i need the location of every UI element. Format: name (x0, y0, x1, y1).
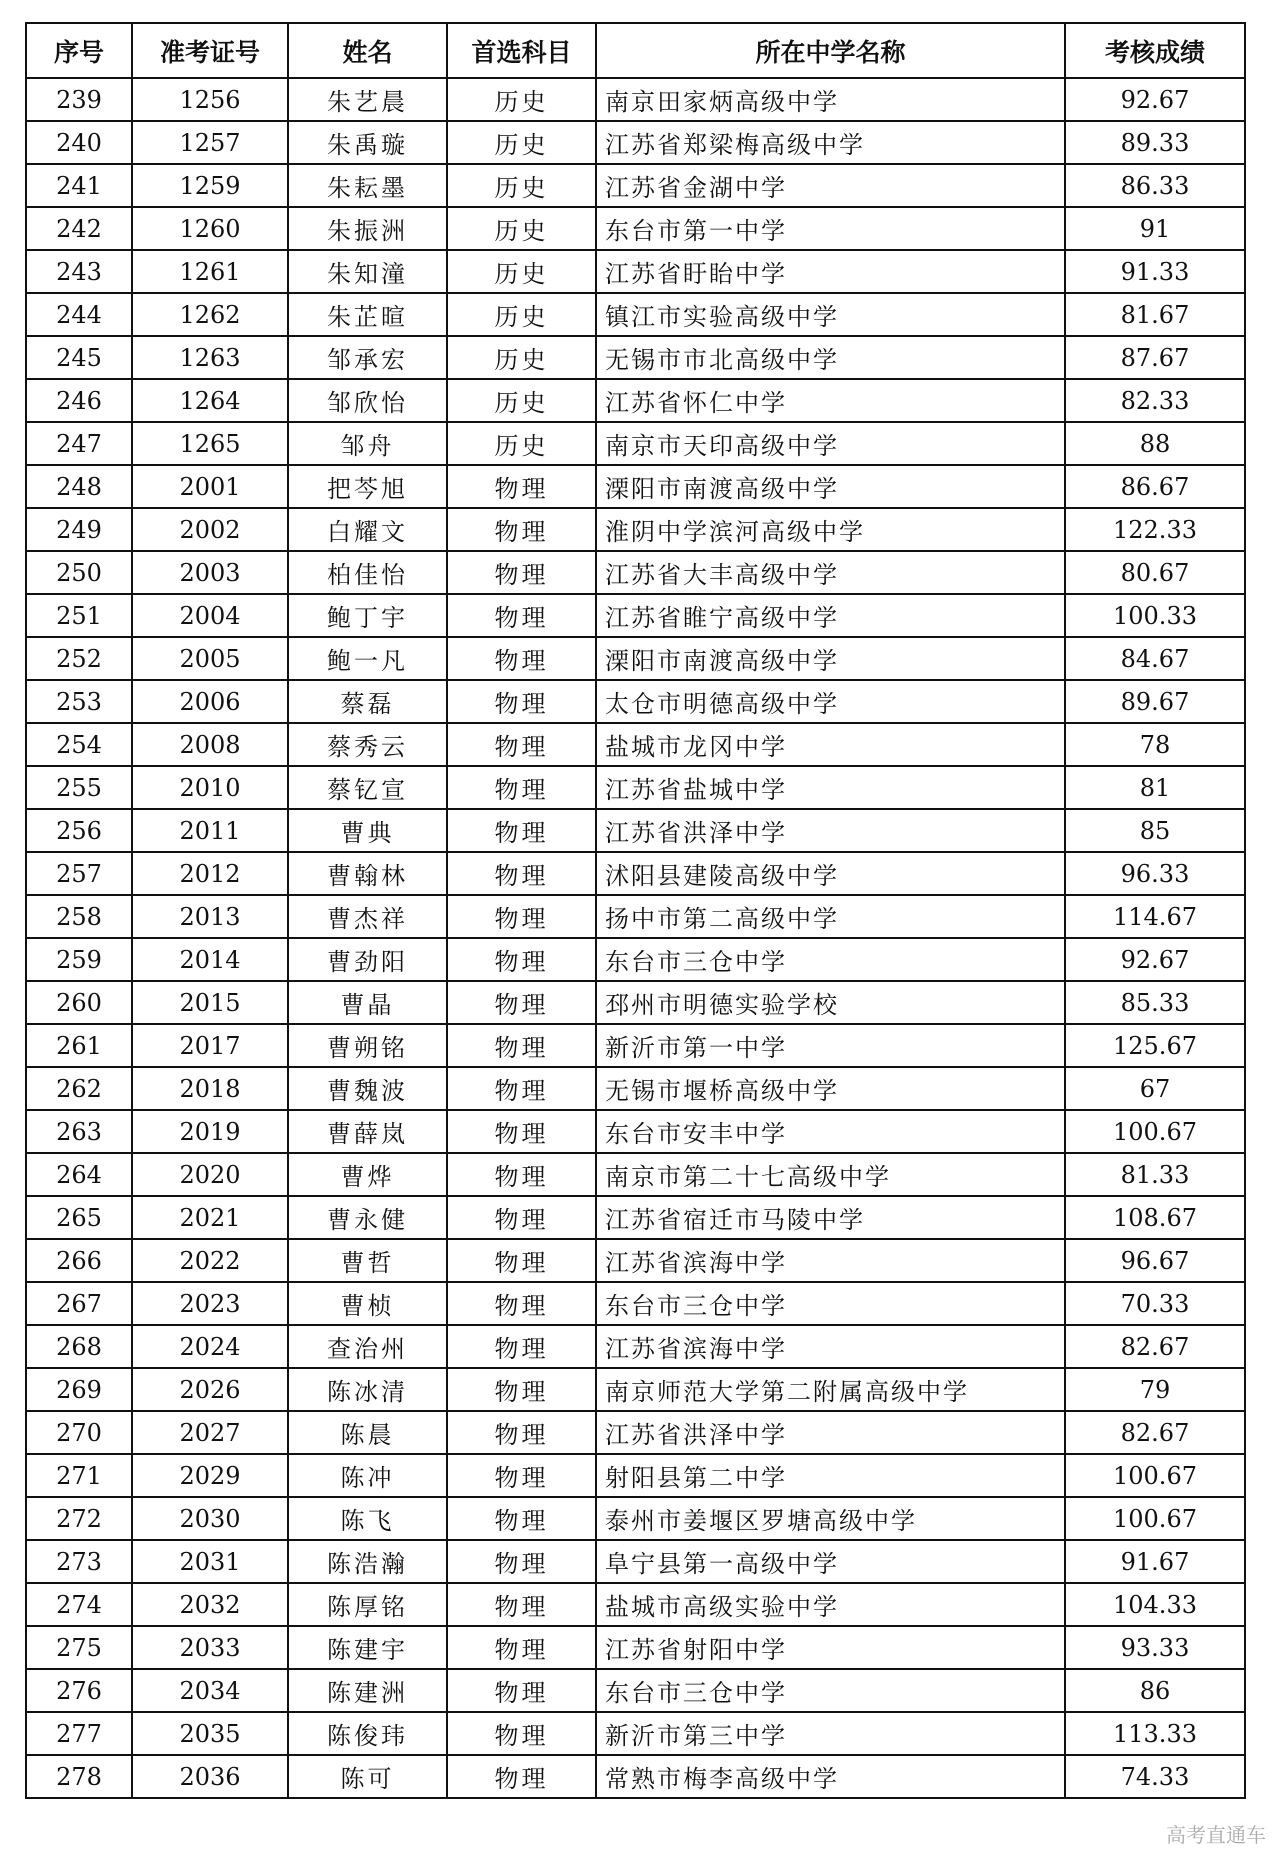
cell-score: 67 (1065, 1067, 1245, 1110)
table-row (26, 680, 1245, 723)
cell-score: 93.33 (1065, 1626, 1245, 1669)
cell-score: 96.67 (1065, 1239, 1245, 1282)
cell-school: 江苏省滨海中学 (596, 1239, 1065, 1282)
cell-exam-id: 2027 (132, 1411, 288, 1454)
cell-exam-id: 2032 (132, 1583, 288, 1626)
cell-subj: 物理 (447, 1067, 596, 1110)
cell-score: 80.67 (1065, 551, 1245, 594)
cell-exam-id: 2029 (132, 1454, 288, 1497)
cell-subj: 物理 (447, 938, 596, 981)
cell-score: 100.33 (1065, 594, 1245, 637)
cell-exam-id: 1257 (132, 121, 288, 164)
cell-school: 江苏省大丰高级中学 (596, 551, 1065, 594)
cell-name: 曹杰祥 (288, 895, 447, 938)
cell-name: 陈建宇 (288, 1626, 447, 1669)
cell-index: 256 (26, 809, 132, 852)
cell-name: 曹永健 (288, 1196, 447, 1239)
table-row (26, 121, 1245, 164)
cell-index: 239 (26, 78, 132, 121)
table-row (26, 1712, 1245, 1755)
table-row (26, 336, 1245, 379)
cell-exam-id: 2022 (132, 1239, 288, 1282)
cell-exam-id: 2017 (132, 1024, 288, 1067)
cell-subj: 物理 (447, 1712, 596, 1755)
cell-exam-id: 2008 (132, 723, 288, 766)
cell-school: 江苏省郑梁梅高级中学 (596, 121, 1065, 164)
cell-school: 江苏省盱眙中学 (596, 250, 1065, 293)
cell-subj: 物理 (447, 465, 596, 508)
cell-subj: 物理 (447, 1196, 596, 1239)
cell-score: 85 (1065, 809, 1245, 852)
cell-name: 柏佳怡 (288, 551, 447, 594)
table-row (26, 1325, 1245, 1368)
table-row (26, 766, 1245, 809)
cell-score: 89.67 (1065, 680, 1245, 723)
cell-name: 曹翰林 (288, 852, 447, 895)
cell-score: 100.67 (1065, 1497, 1245, 1540)
cell-index: 258 (26, 895, 132, 938)
cell-name: 陈俊玮 (288, 1712, 447, 1755)
cell-school: 江苏省盐城中学 (596, 766, 1065, 809)
cell-exam-id: 2035 (132, 1712, 288, 1755)
table-row (26, 895, 1245, 938)
cell-exam-id: 2019 (132, 1110, 288, 1153)
cell-name: 朱芷暄 (288, 293, 447, 336)
cell-name: 鲍一凡 (288, 637, 447, 680)
cell-index: 273 (26, 1540, 132, 1583)
cell-subj: 历史 (447, 121, 596, 164)
cell-name: 朱艺晨 (288, 78, 447, 121)
cell-exam-id: 2006 (132, 680, 288, 723)
header-index: 序号 (26, 23, 132, 78)
table-row (26, 1067, 1245, 1110)
cell-school: 新沂市第一中学 (596, 1024, 1065, 1067)
cell-subj: 物理 (447, 1110, 596, 1153)
cell-name: 曹薛岚 (288, 1110, 447, 1153)
cell-subj: 历史 (447, 422, 596, 465)
cell-name: 邹舟 (288, 422, 447, 465)
cell-score: 82.67 (1065, 1325, 1245, 1368)
table-row (26, 379, 1245, 422)
cell-name: 查治州 (288, 1325, 447, 1368)
cell-subj: 物理 (447, 1325, 596, 1368)
cell-score: 81.33 (1065, 1153, 1245, 1196)
cell-school: 盐城市高级实验中学 (596, 1583, 1065, 1626)
cell-school: 淮阴中学滨河高级中学 (596, 508, 1065, 551)
table-row (26, 1755, 1245, 1798)
cell-subj: 物理 (447, 852, 596, 895)
cell-score: 114.67 (1065, 895, 1245, 938)
cell-school: 无锡市市北高级中学 (596, 336, 1065, 379)
cell-school: 东台市三仓中学 (596, 1669, 1065, 1712)
cell-score: 91 (1065, 207, 1245, 250)
cell-school: 南京市天印高级中学 (596, 422, 1065, 465)
cell-exam-id: 1262 (132, 293, 288, 336)
cell-exam-id: 2010 (132, 766, 288, 809)
cell-index: 262 (26, 1067, 132, 1110)
header-subject: 首选科目 (447, 23, 596, 78)
cell-subj: 物理 (447, 1024, 596, 1067)
cell-exam-id: 2030 (132, 1497, 288, 1540)
table-row (26, 293, 1245, 336)
cell-school: 江苏省怀仁中学 (596, 379, 1065, 422)
table-row (26, 1497, 1245, 1540)
cell-subj: 物理 (447, 1454, 596, 1497)
cell-name: 蔡秀云 (288, 723, 447, 766)
cell-subj: 历史 (447, 78, 596, 121)
cell-score: 100.67 (1065, 1110, 1245, 1153)
cell-school: 东台市安丰中学 (596, 1110, 1065, 1153)
table-row (26, 551, 1245, 594)
cell-exam-id: 2013 (132, 895, 288, 938)
table-row (26, 1411, 1245, 1454)
cell-name: 蔡钇宣 (288, 766, 447, 809)
cell-index: 269 (26, 1368, 132, 1411)
cell-school: 射阳县第二中学 (596, 1454, 1065, 1497)
cell-index: 266 (26, 1239, 132, 1282)
cell-index: 260 (26, 981, 132, 1024)
cell-exam-id: 2033 (132, 1626, 288, 1669)
table-row (26, 1110, 1245, 1153)
cell-score: 86 (1065, 1669, 1245, 1712)
cell-subj: 物理 (447, 1497, 596, 1540)
cell-index: 278 (26, 1755, 132, 1798)
cell-name: 陈冰清 (288, 1368, 447, 1411)
cell-school: 泰州市姜堰区罗塘高级中学 (596, 1497, 1065, 1540)
cell-score: 122.33 (1065, 508, 1245, 551)
header-row (26, 23, 1245, 78)
cell-score: 89.33 (1065, 121, 1245, 164)
table-row (26, 1626, 1245, 1669)
cell-subj: 物理 (447, 981, 596, 1024)
cell-score: 91.33 (1065, 250, 1245, 293)
cell-index: 263 (26, 1110, 132, 1153)
cell-index: 252 (26, 637, 132, 680)
cell-index: 248 (26, 465, 132, 508)
cell-subj: 历史 (447, 379, 596, 422)
cell-exam-id: 2024 (132, 1325, 288, 1368)
cell-index: 268 (26, 1325, 132, 1368)
cell-school: 盐城市龙冈中学 (596, 723, 1065, 766)
cell-subj: 物理 (447, 1583, 596, 1626)
cell-name: 白耀文 (288, 508, 447, 551)
cell-name: 曹晶 (288, 981, 447, 1024)
cell-index: 243 (26, 250, 132, 293)
cell-subj: 历史 (447, 250, 596, 293)
cell-index: 255 (26, 766, 132, 809)
table-row (26, 723, 1245, 766)
table-row (26, 809, 1245, 852)
cell-subj: 物理 (447, 508, 596, 551)
cell-exam-id: 2001 (132, 465, 288, 508)
table-row (26, 164, 1245, 207)
cell-name: 邹欣怡 (288, 379, 447, 422)
cell-score: 79 (1065, 1368, 1245, 1411)
cell-score: 113.33 (1065, 1712, 1245, 1755)
cell-name: 蔡磊 (288, 680, 447, 723)
cell-school: 扬中市第二高级中学 (596, 895, 1065, 938)
cell-exam-id: 2012 (132, 852, 288, 895)
cell-school: 沭阳县建陵高级中学 (596, 852, 1065, 895)
cell-score: 78 (1065, 723, 1245, 766)
cell-school: 阜宁县第一高级中学 (596, 1540, 1065, 1583)
cell-exam-id: 2015 (132, 981, 288, 1024)
table-row (26, 1454, 1245, 1497)
cell-score: 108.67 (1065, 1196, 1245, 1239)
cell-index: 270 (26, 1411, 132, 1454)
cell-name: 陈飞 (288, 1497, 447, 1540)
cell-index: 265 (26, 1196, 132, 1239)
table-row (26, 852, 1245, 895)
cell-name: 陈冲 (288, 1454, 447, 1497)
cell-index: 276 (26, 1669, 132, 1712)
cell-index: 246 (26, 379, 132, 422)
table-row (26, 637, 1245, 680)
cell-subj: 物理 (447, 637, 596, 680)
table-row (26, 465, 1245, 508)
cell-subj: 历史 (447, 207, 596, 250)
cell-school: 江苏省睢宁高级中学 (596, 594, 1065, 637)
cell-subj: 物理 (447, 551, 596, 594)
table-row (26, 1669, 1245, 1712)
cell-subj: 历史 (447, 293, 596, 336)
cell-name: 朱禹璇 (288, 121, 447, 164)
cell-school: 南京田家炳高级中学 (596, 78, 1065, 121)
cell-subj: 物理 (447, 766, 596, 809)
cell-subj: 物理 (447, 1153, 596, 1196)
header-school: 所在中学名称 (596, 23, 1065, 78)
table-row (26, 1540, 1245, 1583)
cell-score: 74.33 (1065, 1755, 1245, 1798)
cell-index: 245 (26, 336, 132, 379)
cell-index: 249 (26, 508, 132, 551)
cell-exam-id: 1264 (132, 379, 288, 422)
cell-score: 91.67 (1065, 1540, 1245, 1583)
cell-score: 85.33 (1065, 981, 1245, 1024)
cell-index: 244 (26, 293, 132, 336)
cell-exam-id: 1265 (132, 422, 288, 465)
cell-index: 250 (26, 551, 132, 594)
cell-score: 82.33 (1065, 379, 1245, 422)
cell-index: 240 (26, 121, 132, 164)
cell-school: 江苏省宿迁市马陵中学 (596, 1196, 1065, 1239)
cell-exam-id: 2036 (132, 1755, 288, 1798)
cell-subj: 物理 (447, 1626, 596, 1669)
cell-subj: 物理 (447, 1239, 596, 1282)
cell-school: 南京师范大学第二附属高级中学 (596, 1368, 1065, 1411)
cell-exam-id: 1263 (132, 336, 288, 379)
cell-exam-id: 1256 (132, 78, 288, 121)
cell-index: 242 (26, 207, 132, 250)
cell-exam-id: 2021 (132, 1196, 288, 1239)
cell-school: 溧阳市南渡高级中学 (596, 637, 1065, 680)
cell-score: 92.67 (1065, 78, 1245, 121)
cell-name: 陈浩瀚 (288, 1540, 447, 1583)
cell-score: 84.67 (1065, 637, 1245, 680)
header-exam-id: 准考证号 (132, 23, 288, 78)
cell-school: 东台市三仓中学 (596, 938, 1065, 981)
cell-score: 81.67 (1065, 293, 1245, 336)
header-score: 考核成绩 (1065, 23, 1245, 78)
cell-subj: 历史 (447, 336, 596, 379)
cell-name: 曹魏波 (288, 1067, 447, 1110)
cell-school: 江苏省洪泽中学 (596, 1411, 1065, 1454)
cell-school: 东台市三仓中学 (596, 1282, 1065, 1325)
cell-index: 247 (26, 422, 132, 465)
cell-name: 曹朔铭 (288, 1024, 447, 1067)
cell-score: 125.67 (1065, 1024, 1245, 1067)
table-row (26, 250, 1245, 293)
cell-school: 江苏省射阳中学 (596, 1626, 1065, 1669)
cell-index: 271 (26, 1454, 132, 1497)
cell-exam-id: 2014 (132, 938, 288, 981)
cell-score: 88 (1065, 422, 1245, 465)
cell-school: 东台市第一中学 (596, 207, 1065, 250)
cell-name: 朱耘墨 (288, 164, 447, 207)
cell-index: 275 (26, 1626, 132, 1669)
cell-subj: 物理 (447, 680, 596, 723)
cell-exam-id: 2023 (132, 1282, 288, 1325)
cell-school: 邳州市明德实验学校 (596, 981, 1065, 1024)
cell-index: 253 (26, 680, 132, 723)
cell-subj: 物理 (447, 723, 596, 766)
cell-name: 曹哲 (288, 1239, 447, 1282)
cell-subj: 物理 (447, 1411, 596, 1454)
cell-subj: 物理 (447, 1368, 596, 1411)
cell-school: 新沂市第三中学 (596, 1712, 1065, 1755)
table-row (26, 422, 1245, 465)
cell-name: 朱振洲 (288, 207, 447, 250)
cell-index: 251 (26, 594, 132, 637)
header-name: 姓名 (288, 23, 447, 78)
cell-score: 70.33 (1065, 1282, 1245, 1325)
cell-score: 87.67 (1065, 336, 1245, 379)
cell-score: 82.67 (1065, 1411, 1245, 1454)
cell-exam-id: 2031 (132, 1540, 288, 1583)
cell-name: 曹劲阳 (288, 938, 447, 981)
watermark: 高考直通车 (1166, 1823, 1266, 1847)
cell-exam-id: 1260 (132, 207, 288, 250)
cell-exam-id: 2002 (132, 508, 288, 551)
cell-name: 把芩旭 (288, 465, 447, 508)
cell-exam-id: 2011 (132, 809, 288, 852)
cell-exam-id: 2005 (132, 637, 288, 680)
cell-name: 鲍丁宇 (288, 594, 447, 637)
cell-subj: 历史 (447, 164, 596, 207)
score-table (25, 22, 1246, 1799)
cell-subj: 物理 (447, 1755, 596, 1798)
cell-school: 无锡市堰桥高级中学 (596, 1067, 1065, 1110)
cell-score: 96.33 (1065, 852, 1245, 895)
cell-score: 92.67 (1065, 938, 1245, 981)
table-row (26, 1282, 1245, 1325)
table-row (26, 981, 1245, 1024)
cell-school: 江苏省洪泽中学 (596, 809, 1065, 852)
table-row (26, 1153, 1245, 1196)
cell-score: 100.67 (1065, 1454, 1245, 1497)
cell-school: 常熟市梅李高级中学 (596, 1755, 1065, 1798)
cell-exam-id: 2018 (132, 1067, 288, 1110)
table-row (26, 1196, 1245, 1239)
cell-subj: 物理 (447, 1669, 596, 1712)
cell-school: 溧阳市南渡高级中学 (596, 465, 1065, 508)
cell-subj: 物理 (447, 895, 596, 938)
cell-exam-id: 2003 (132, 551, 288, 594)
cell-school: 江苏省金湖中学 (596, 164, 1065, 207)
cell-subj: 物理 (447, 1540, 596, 1583)
cell-name: 曹桢 (288, 1282, 447, 1325)
cell-exam-id: 1259 (132, 164, 288, 207)
cell-name: 陈建洲 (288, 1669, 447, 1712)
cell-name: 曹烨 (288, 1153, 447, 1196)
cell-name: 朱知潼 (288, 250, 447, 293)
cell-school: 镇江市实验高级中学 (596, 293, 1065, 336)
cell-index: 264 (26, 1153, 132, 1196)
cell-exam-id: 2004 (132, 594, 288, 637)
cell-name: 邹承宏 (288, 336, 447, 379)
cell-index: 241 (26, 164, 132, 207)
cell-subj: 物理 (447, 809, 596, 852)
table-row (26, 938, 1245, 981)
cell-index: 257 (26, 852, 132, 895)
cell-index: 259 (26, 938, 132, 981)
cell-score: 81 (1065, 766, 1245, 809)
cell-index: 274 (26, 1583, 132, 1626)
table-row (26, 508, 1245, 551)
table-row (26, 78, 1245, 121)
cell-index: 277 (26, 1712, 132, 1755)
table-row (26, 207, 1245, 250)
cell-index: 267 (26, 1282, 132, 1325)
cell-name: 陈厚铭 (288, 1583, 447, 1626)
cell-score: 86.33 (1065, 164, 1245, 207)
cell-index: 261 (26, 1024, 132, 1067)
cell-score: 104.33 (1065, 1583, 1245, 1626)
cell-exam-id: 2034 (132, 1669, 288, 1712)
cell-name: 陈晨 (288, 1411, 447, 1454)
cell-name: 陈可 (288, 1755, 447, 1798)
cell-exam-id: 2026 (132, 1368, 288, 1411)
cell-school: 太仓市明德高级中学 (596, 680, 1065, 723)
table-row (26, 1368, 1245, 1411)
cell-exam-id: 1261 (132, 250, 288, 293)
table-row (26, 1239, 1245, 1282)
cell-name: 曹典 (288, 809, 447, 852)
cell-index: 254 (26, 723, 132, 766)
table-row (26, 1583, 1245, 1626)
cell-index: 272 (26, 1497, 132, 1540)
cell-school: 南京市第二十七高级中学 (596, 1153, 1065, 1196)
cell-school: 江苏省滨海中学 (596, 1325, 1065, 1368)
cell-subj: 物理 (447, 1282, 596, 1325)
cell-subj: 物理 (447, 594, 596, 637)
cell-exam-id: 2020 (132, 1153, 288, 1196)
cell-score: 86.67 (1065, 465, 1245, 508)
table-row (26, 594, 1245, 637)
table-row (26, 1024, 1245, 1067)
